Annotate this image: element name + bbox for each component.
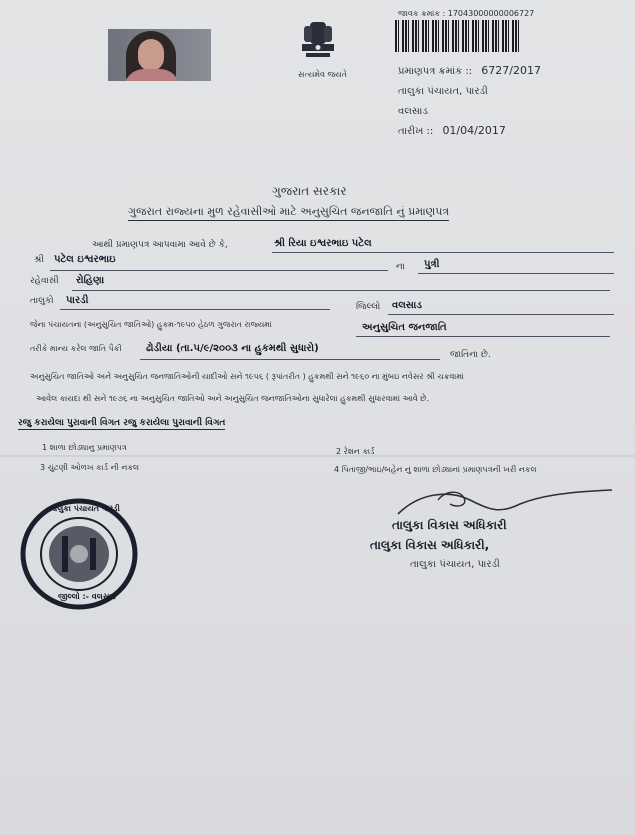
recognized-text: તરીકે માન્ય કરેલ જાતિ પૈકી <box>30 344 122 353</box>
caste-suffix: જાતિના છે. <box>450 350 491 360</box>
barcode-text: જાવક ક્રમાંક : 17043000000006727 <box>398 9 535 18</box>
seal-top-text: તાલુકા પંચાયત પારડી <box>50 504 120 513</box>
office-line: તાલુકા પંચાયત, પારડી <box>398 86 488 97</box>
date-label: તારીખ :: <box>398 126 434 137</box>
taluka-value: પારડી <box>66 295 89 306</box>
document-item-4: 4 પિતાજી/ભાઇ/બહેન નું શાળા છોડ્યાનાં પ્રમાણપત્રની ખરી નકલ <box>334 465 537 474</box>
documents-heading: રજુ કરાયેલા પુરાવાની વિગત રજુ કરાયેલા પુરાવાની વિગત <box>18 418 226 428</box>
signatory-office: તાલુકા પંચાયત, પારડી <box>410 559 500 570</box>
certificate-subtitle: ગુજરાત રાજ્યના મુળ રહેવાસીઓ માટે અનુસુચિત જનજાતિ નું પ્રમાણપત્ર <box>128 205 449 221</box>
signatory-title: તાલુકા વિકાસ અધિકારી, <box>370 538 490 552</box>
relation-label: ના <box>396 262 405 272</box>
ashoka-emblem-icon <box>296 18 340 66</box>
intro-text: આથી પ્રમાણપત્ર આપવામા આવે છે કે, <box>92 240 228 250</box>
taluka-label: તાલુકો <box>30 296 54 306</box>
certificate-number <box>398 64 541 77</box>
district-label: જિલ્લો <box>356 302 381 312</box>
signature-overstamp: તાલુકા વિકાસ અધિકારી <box>392 518 507 532</box>
paper-fold <box>0 455 635 457</box>
applicant-photo <box>108 29 211 81</box>
date-value: 01/04/2017 <box>442 124 506 137</box>
document-item-2: 2 રેશન કાર્ડ <box>336 447 375 456</box>
father-name: પટેલ ઇશ્વરભાઇ <box>54 254 116 265</box>
order-text: જેના પંચાયતના (અનુસુચિત જાતિઓ) હુકમ-૧૯૫૦ હેઠળ ગુજરાત રાજ્યમાં <box>30 320 272 329</box>
residence-label: રહેવાસી <box>30 276 59 286</box>
district-value: વલસાડ <box>392 300 422 311</box>
cert-no-label: પ્રમાણપત્ર ક્રમાંક :: <box>398 66 473 77</box>
relation-value: પુત્રી <box>424 259 440 270</box>
panchayat-seal <box>18 496 140 612</box>
paragraph-line-1: અનુસુચિત જાતિઓ અને અનુસુચિત જનજાતિઓની યાદીઓ સને ૧૯૫૬ ( રૂપાંતરીત ) હુકમથી સને ૧૯૬૦ ના મુંબઇ નવેસર શ્રી ચક્રવામાં <box>30 372 464 381</box>
barcode <box>395 20 520 52</box>
village-value: રોહિણા <box>76 275 105 286</box>
sri-label: શ્રી <box>34 255 44 265</box>
tribe-value: ઢોડીયા (તા.૫/૯/૨૦૦૩ ના હુકમથી સુધારો) <box>146 343 319 354</box>
document-item-1: 1 શાળા છોડ્યાનુ પ્રમાણપત્ર <box>42 443 127 452</box>
seal-bottom-text: જીલ્લો :- વલસાડ <box>58 592 116 601</box>
emblem-caption: સત્યમેવ જયતે <box>298 70 347 79</box>
category-value: અનુસુચિત જનજાતિ <box>362 322 447 333</box>
holder-name: શ્રી રિયા ઇશ્વરભાઇ પટેલ <box>274 238 372 249</box>
document-item-3: 3 ચુંટણી ઓળખ કાર્ડ ની નકલ <box>40 463 140 472</box>
paragraph-line-2: આવેલ કાયદા થી સને ૧૯૭૬ ના અનુસુચિત જાતિઓ અને અનુસુચિત જનજાતિઓના સુધારેલા હુકમથી સુધારવામાં આવે છે. <box>36 394 430 403</box>
issue-date <box>398 124 506 137</box>
district-line: વલસાડ <box>398 106 428 117</box>
government-title: ગુજરાત સરકાર <box>272 184 347 198</box>
cert-no-value: 6727/2017 <box>481 64 541 77</box>
